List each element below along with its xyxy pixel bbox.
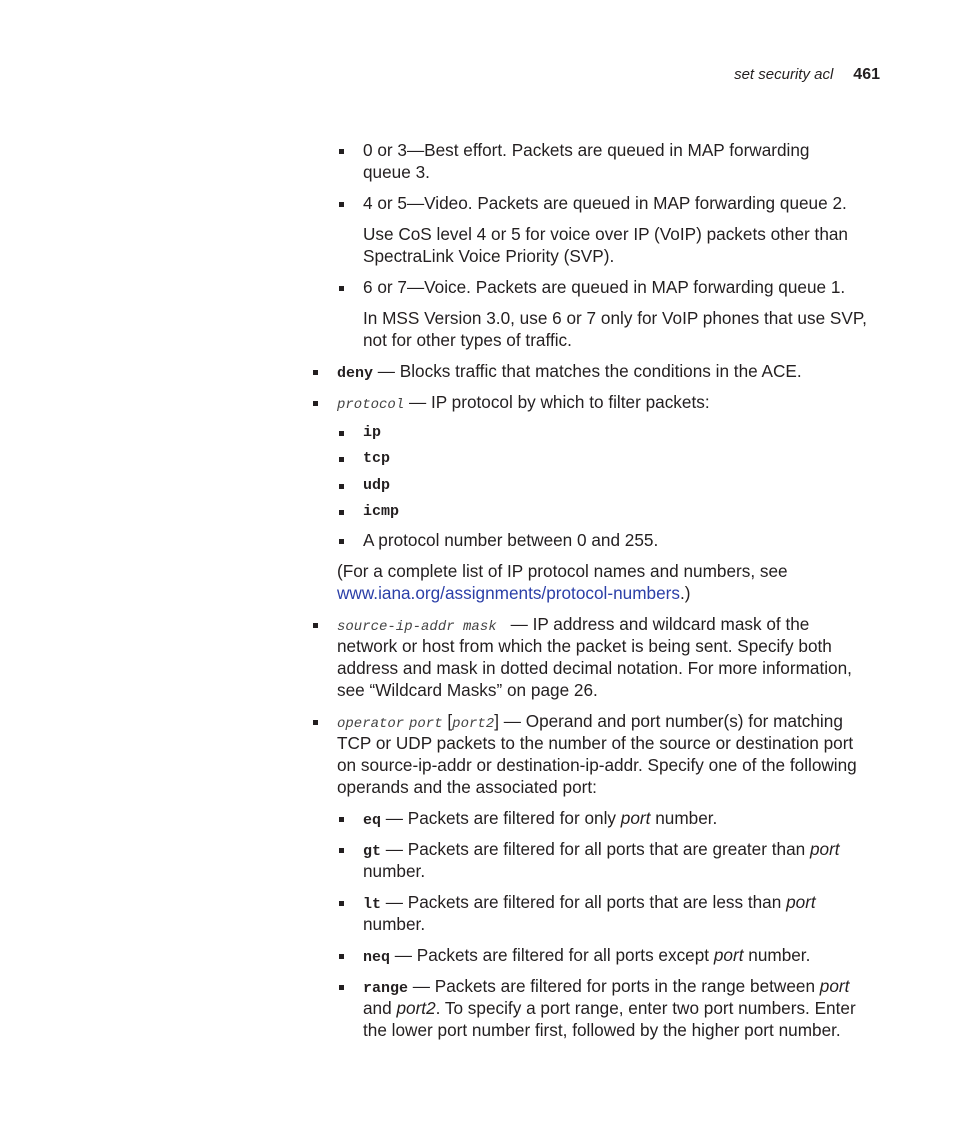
- operand-eq: [363, 807, 717, 832]
- protocol-keyword: protocol: [337, 397, 405, 413]
- bullet-marker: [339, 901, 344, 906]
- protocol-note-end: .): [679, 583, 691, 603]
- operand-range-line3: the lower port number first, followed by the higher port number.: [363, 1020, 841, 1040]
- protocol-item: [337, 391, 710, 416]
- operator-item-line4: operands and the associated port:: [337, 777, 597, 797]
- operand-range-line2: [363, 997, 856, 1019]
- iana-link[interactable]: www.iana.org/assignments/protocol-numbers: [337, 583, 680, 603]
- protocol-option-udp: udp: [363, 477, 391, 494]
- running-header: [734, 66, 880, 84]
- bullet-marker: [339, 457, 344, 462]
- operator-item-line3: on source-ip-addr or destination-ip-addr. Specify one of the following: [337, 755, 857, 775]
- operand-gt-line2: number.: [363, 861, 426, 881]
- source-item-line2: network or host from which the packet is being sent. Specify both: [337, 636, 832, 656]
- port2-keyword: port2: [452, 716, 495, 732]
- protocol-option-number: A protocol number between 0 and 255.: [363, 530, 659, 550]
- operator-description: ] — Operand and port number(s) for matching: [494, 711, 843, 731]
- bullet-marker: [339, 817, 344, 822]
- port-keyword: port: [409, 716, 443, 732]
- bullet-marker: [339, 431, 344, 436]
- protocol-option-ip: ip: [363, 424, 382, 441]
- protocol-note-line1: (For a complete list of IP protocol names and numbers, see: [337, 561, 788, 581]
- bullet-marker: [339, 539, 344, 544]
- source-item-line3: address and mask in dotted decimal notation. For more information,: [337, 658, 852, 678]
- lt-port-term: port: [786, 892, 816, 912]
- gt-port-term: port: [809, 839, 840, 859]
- protocol-note-line2: [337, 582, 690, 604]
- range-line2-rest: . To specify a port range, enter two port numbers. Enter: [435, 998, 856, 1018]
- operand-lt: [363, 891, 816, 916]
- cos-best-effort-line1: 0 or 3—Best effort. Packets are queued in MAP forwarding: [363, 140, 810, 160]
- lt-description: — Packets are filtered for all ports that are less than: [381, 892, 787, 912]
- deny-item: [337, 360, 802, 385]
- bullet-marker: [339, 985, 344, 990]
- cos-video-note-line1: Use CoS level 4 or 5 for voice over IP (VoIP) packets other than: [363, 224, 848, 244]
- operand-neq: [363, 944, 810, 969]
- eq-keyword: eq: [363, 812, 382, 829]
- eq-description-end: number.: [650, 808, 718, 828]
- bullet-marker: [339, 286, 344, 291]
- neq-description-end: number.: [743, 945, 811, 965]
- range-keyword: range: [363, 980, 409, 997]
- source-keyword: source-ip-addr mask: [337, 619, 497, 635]
- eq-port-term: port: [620, 808, 651, 828]
- lt-keyword: lt: [363, 896, 382, 913]
- cos-voice-note-line1: In MSS Version 3.0, use 6 or 7 only for VoIP phones that use SVP,: [363, 308, 867, 328]
- gt-keyword: gt: [363, 843, 382, 860]
- range-description: — Packets are filtered for ports in the range between: [408, 976, 820, 996]
- source-description: — IP address and wildcard mask of the: [510, 614, 810, 634]
- protocol-option-icmp: icmp: [363, 503, 400, 520]
- bullet-marker: [339, 202, 344, 207]
- bracket-open: [: [447, 711, 453, 731]
- gt-description: — Packets are filtered for all ports that are greater than: [381, 839, 810, 859]
- cos-video-note-line2: SpectraLink Voice Priority (SVP).: [363, 246, 615, 266]
- range-port-term: port: [819, 976, 850, 996]
- cos-voice-note-line2: not for other types of traffic.: [363, 330, 572, 350]
- bullet-marker: [313, 370, 318, 375]
- neq-keyword: neq: [363, 949, 391, 966]
- protocol-option-tcp: tcp: [363, 450, 391, 467]
- protocol-description: — IP protocol by which to filter packets:: [404, 392, 710, 412]
- section-title: set security acl: [734, 66, 834, 83]
- range-port2-term: port2: [396, 998, 436, 1018]
- operator-keyword: operator: [337, 716, 405, 732]
- neq-port-term: port: [713, 945, 744, 965]
- bullet-marker: [339, 510, 344, 515]
- operand-gt: [363, 838, 840, 863]
- cos-voice: 6 or 7—Voice. Packets are queued in MAP forwarding queue 1.: [363, 277, 846, 297]
- eq-description: — Packets are filtered for only: [381, 808, 621, 828]
- operator-item-line2: TCP or UDP packets to the number of the source or destination port: [337, 733, 854, 753]
- cos-video: 4 or 5—Video. Packets are queued in MAP forwarding queue 2.: [363, 193, 847, 213]
- deny-keyword: deny: [337, 365, 374, 382]
- bullet-marker: [339, 149, 344, 154]
- bullet-marker: [339, 954, 344, 959]
- bullet-marker: [313, 623, 318, 628]
- bullet-marker: [313, 720, 318, 725]
- page-number: 461: [853, 66, 880, 83]
- bullet-marker: [339, 484, 344, 489]
- range-line2-start: and: [363, 998, 397, 1018]
- source-item-line4: see “Wildcard Masks” on page 26.: [337, 680, 598, 700]
- neq-description: — Packets are filtered for all ports except: [390, 945, 714, 965]
- operand-lt-line2: number.: [363, 914, 426, 934]
- bullet-marker: [313, 401, 318, 406]
- bullet-marker: [339, 848, 344, 853]
- cos-best-effort-line2: queue 3.: [363, 162, 430, 182]
- deny-description: — Blocks traffic that matches the conditions in the ACE.: [373, 361, 802, 381]
